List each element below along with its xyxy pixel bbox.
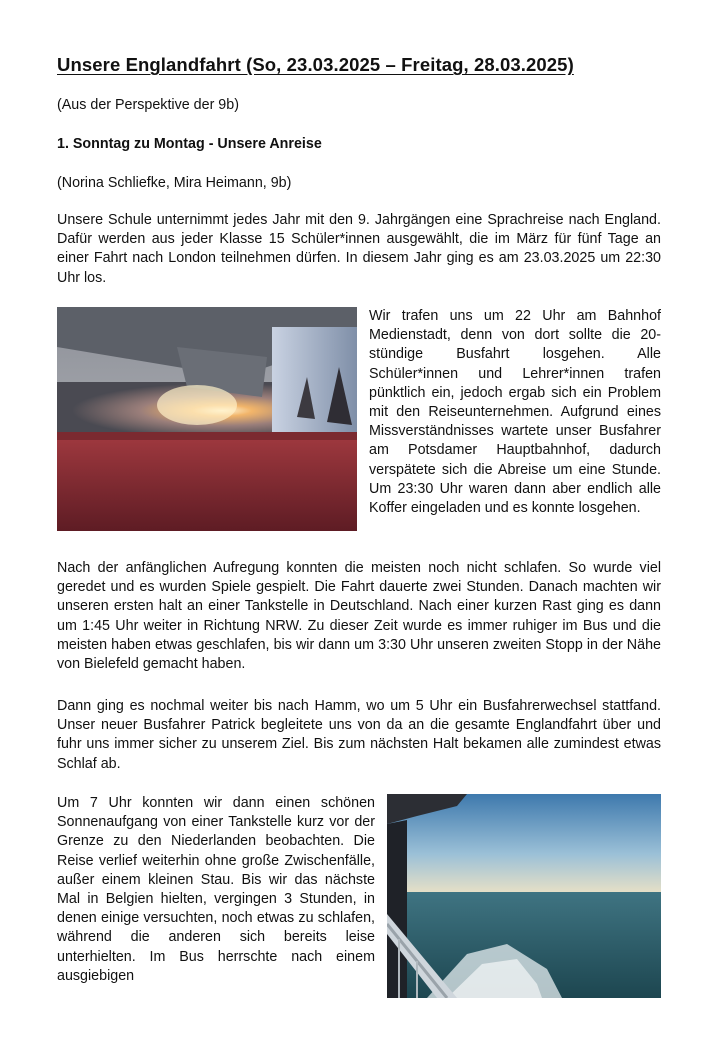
- authors-line: (Norina Schliefke, Mira Heimann, 9b): [57, 175, 292, 191]
- ferry-sea-photo: [387, 794, 661, 998]
- perspective-note: (Aus der Perspektive der 9b): [57, 97, 239, 113]
- paragraph-driver-change: Dann ging es nochmal weiter bis nach Hamm, wo um 5 Uhr ein Busfahrerwechsel stattfand. Unser neuer Busfahrer Patrick begleitete uns von da an die gesamte Englandfahrt über und fuhr uns immer sicher zu unserem Ziel. Bis zum nächsten Halt bekamen alle zumindest etwas Schlaf ab.: [57, 698, 661, 772]
- paragraph-intro: Unsere Schule unternimmt jedes Jahr mit den 9. Jahrgängen eine Sprachreise nach England. Dafür werden aus jeder Klasse 15 Schüler*innen ausgewählt, die im März für fünf Tage an einer Fahrt nach London teilnehmen dürfen. In diesem Jahr ging es am 23.03.2025 um 22:30 Uhr los.: [57, 212, 661, 286]
- paragraph-meeting: Wir trafen uns um 22 Uhr am Bahnhof Medienstadt, denn von dort sollte die 20-stündige Busfahrt losgehen. Alle Schüler*innen und Lehrer*innen trafen pünktlich ein, jedoch ergab sich ein Problem mit den Reiseunternehmen. Aufgrund eines Missverständnisses wartete unser Busfahrer am Potsdamer Hauptbahnhof, dadurch verspätete sich die Abreise um eine Stunde. Um 23:30 Uhr waren dann aber endlich alle Koffer eingeladen und es konnte losgehen.: [369, 308, 661, 517]
- section-heading: 1. Sonntag zu Montag - Unsere Anreise: [57, 136, 322, 152]
- paragraph-sunrise: Um 7 Uhr konnten wir dann einen schönen Sonnenaufgang von einer Tankstelle kurz vor der Grenze zu den Niederlanden beobachten. Die Reise verlief weiterhin ohne große Zwischenfälle, außer einem kleinen Stau. Bis wir das nächste Mal in Belgien hielten, vergingen 3 Stunden, in denen einige versuchten, noch etwas zu schlafen, während die anderen sich bereits leise unterhielten. Im Bus herrschte nach einem ausgiebigen: [57, 795, 375, 984]
- bus-interior-photo: [57, 307, 357, 531]
- paragraph-first-night: Nach der anfänglichen Aufregung konnten die meisten noch nicht schlafen. So wurde viel geredet und es wurden Spiele gespielt. Die Fahrt dauerte zwei Stunden. Danach machten wir unseren ersten halt an einer Tankstelle in Deutschland. Nach einer kurzen Rast ging es dann um 1:45 Uhr weiter in Richtung NRW. Zu dieser Zeit wurde es immer ruhiger im Bus und die meisten haben etwas geschlafen, bis wir dann um 3:30 Uhr unseren zweiten Stopp in der Nähe von Bielefeld gemacht haben.: [57, 560, 661, 673]
- page-title: Unsere Englandfahrt (So, 23.03.2025 – Freitag, 28.03.2025): [57, 54, 574, 75]
